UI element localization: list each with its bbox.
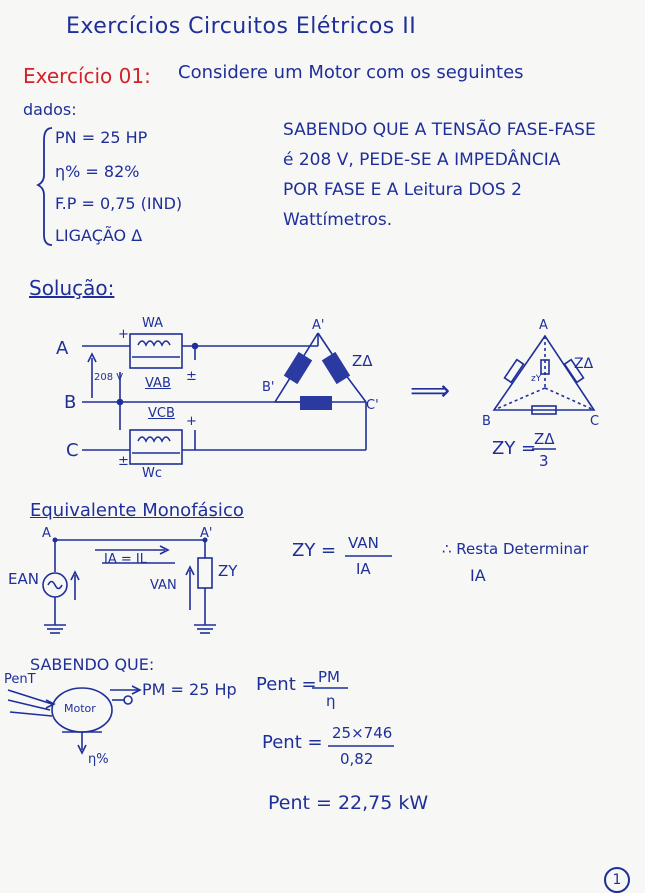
eq1-lhs: Pent = [256,674,317,695]
eq2-lhs: Pent = [262,732,323,753]
delta-zy-label: zY [531,374,542,384]
data-power-factor: F.P = 0,75 (IND) [55,194,183,213]
statement-line-2: é 208 V, PEDE-SE A IMPEDÂNCIA [283,150,561,170]
motor-label: Motor [64,702,96,715]
statement-line-4: Wattímetros. [283,210,393,230]
page-title: Exercícios Circuitos Elétricos II [66,14,417,39]
delta-a-label: A [539,318,548,333]
rest-text-2: IA [470,566,486,585]
delta-c-label: C [590,414,600,429]
zy-formula-lhs: ZY = [492,438,537,459]
impedance-ac [322,352,350,384]
ia-label: IA = IL [104,552,147,567]
eq-node-a-prime: A' [200,526,213,541]
eq-formula-num: VAN [348,534,379,552]
zy-formula-num: ZΔ [534,430,555,448]
eq1-num: PM [318,668,340,686]
fraction-bars [312,449,556,746]
eq1-den: η [326,692,336,710]
eq-formula-lhs: ZY = [292,540,337,561]
data-efficiency: η% = 82% [55,162,140,181]
node-b-label: B [64,392,77,413]
vcb-label: VCB [148,406,175,421]
exercise-statement: Considere um Motor com os seguintes [178,62,524,83]
motor-sketch [8,686,140,753]
data-connection: LIGAÇÃO Δ [55,226,143,245]
plus-c: + [186,414,197,429]
pent-label: PenT [4,672,36,687]
pm-c: ± [118,454,129,469]
impedance-bc [300,396,332,410]
knowing-title: SABENDO QUE: [30,655,155,674]
eq-formula-den: IA [356,560,371,578]
page-number: 1 [604,867,630,893]
zy-formula-den: 3 [539,452,549,470]
plus-a: + [118,327,129,342]
voltage-label: 208 V [94,372,124,383]
node-a-label: A [56,338,69,359]
statement-line-3: POR FASE E A Leitura DOS 2 [283,180,522,200]
node-c-prime-label: C' [366,398,379,413]
statement-line-1: SABENDO QUE A TENSÃO FASE-FASE [283,120,596,140]
pm-a: ± [186,369,197,384]
ean-label: EAN [8,570,39,588]
implies-arrow: ⟹ [410,374,451,407]
eta-label: η% [88,752,109,767]
rest-text: ∴ Resta Determinar [442,540,589,558]
equivalent-title: Equivalente Monofásico [30,500,244,521]
eq3-result: Pent = 22,75 kW [268,792,429,814]
dados-label: dados: [23,100,77,119]
vab-label: VAB [145,376,171,391]
exercise-label: Exercício 01: [23,64,151,88]
wattmeter-a-label: WA [142,316,164,331]
eq2-den: 0,82 [340,750,374,768]
impedance-ab [284,352,312,384]
eq-node-a: A [42,526,51,541]
delta-b-label: B [482,414,491,429]
van-label: VAN [150,578,177,593]
pm-label: PM = 25 Hp [142,680,237,699]
eq-zy-label: ZY [218,562,238,580]
z-delta-label: ZΔ [352,352,373,370]
brace-icon [38,128,52,245]
delta-zdelta-label: ZΔ [574,356,594,372]
data-power: PN = 25 HP [55,128,148,147]
node-c-label: C [66,440,79,461]
node-b-prime-label: B' [262,380,275,395]
node-a-prime-label: A' [312,318,325,333]
delta-star-diagram [494,336,594,414]
wattmeter-c-label: Wc [142,466,163,481]
solution-label: Solução: [29,276,115,300]
eq2-num: 25×746 [332,724,393,742]
